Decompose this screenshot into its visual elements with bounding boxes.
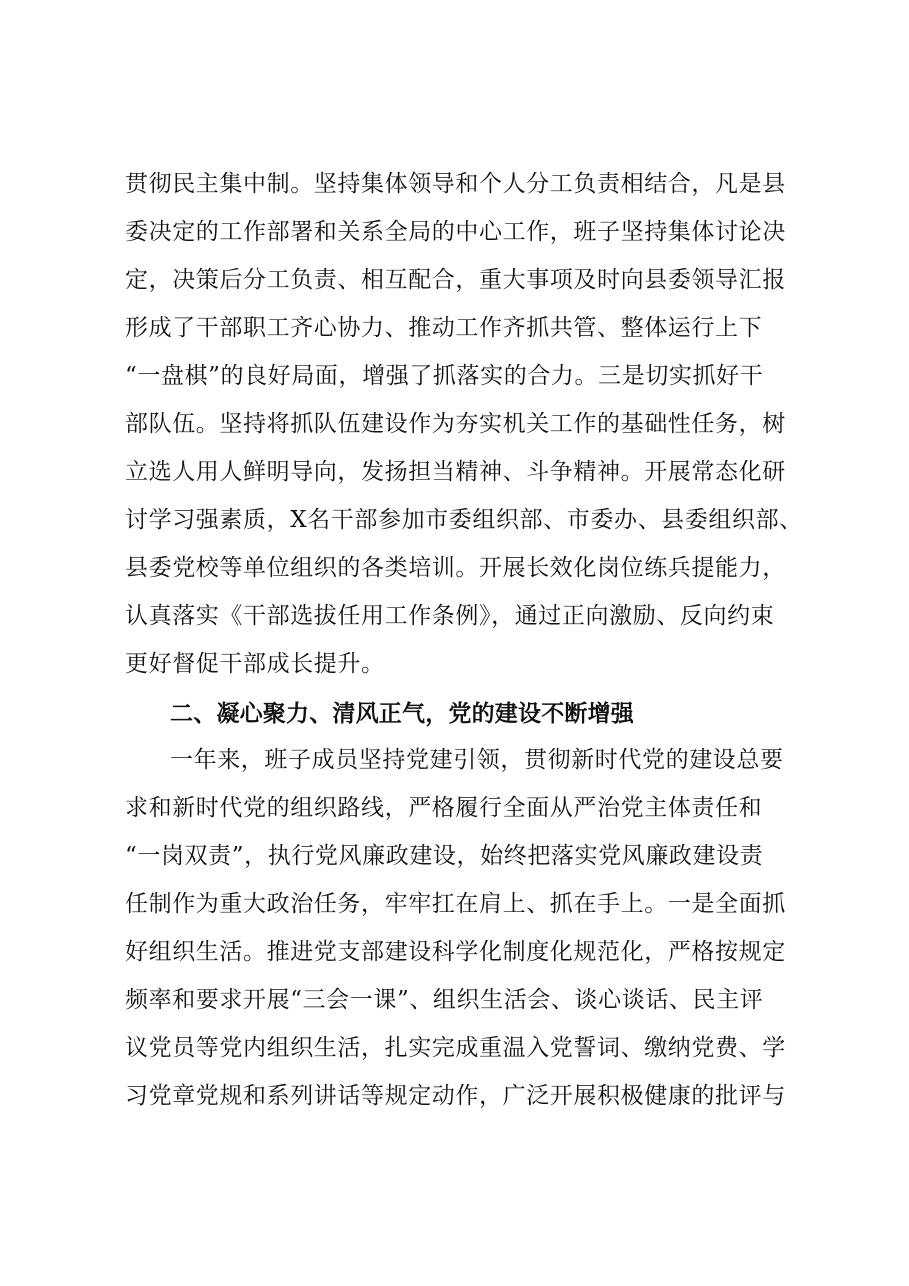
paragraph-line: 形成了干部职工齐心协力、推动工作齐抓共管、整体运行上下 xyxy=(125,315,763,341)
paragraph-line: “一盘棋”的良好局面，增强了抓落实的合力。三是切实抓好干 xyxy=(125,363,764,389)
paragraph-line: 议党员等党内组织生活，扎实完成重温入党誓词、缴纳党费、学 xyxy=(125,1035,786,1061)
paragraph-line: 县委党校等单位组织的各类培训。开展长效化岗位练兵提能力， xyxy=(125,555,786,581)
paragraph-line: 更好督促干部成长提升。 xyxy=(125,651,385,677)
section-heading: 二、凝心聚力、清风正气，党的建设不断增强 xyxy=(170,701,634,727)
paragraph-line: “一岗双责”，执行党风廉政建设，始终把落实党风廉政建设责 xyxy=(125,843,764,869)
paragraph-line: 习党章党规和系列讲话等规定动作，广泛开展积极健康的批评与 xyxy=(125,1083,786,1109)
paragraph-line: 定，决策后分工负责、相互配合，重大事项及时向县委领导汇报 xyxy=(125,267,786,293)
paragraph-line: 部队伍。坚持将抓队伍建设作为夯实机关工作的基础性任务，树 xyxy=(125,411,786,437)
paragraph-line: 贯彻民主集中制。坚持集体领导和个人分工负责相结合，凡是县 xyxy=(125,171,786,197)
paragraph-line: 求和新时代党的组织路线，严格履行全面从严治党主体责任和 xyxy=(125,795,763,821)
paragraph-line: 好组织生活。推进党支部建设科学化制度化规范化，严格按规定 xyxy=(125,939,786,965)
paragraph-line: 任制作为重大政治任务，牢牢扛在肩上、抓在手上。一是全面抓 xyxy=(125,891,786,917)
paragraph-line: 立选人用人鲜明导向，发扬担当精神、斗争精神。开展常态化研 xyxy=(125,459,786,485)
paragraph-line: 一年来，班子成员坚持党建引领，贯彻新时代党的建设总要 xyxy=(170,747,784,773)
paragraph-line: 讨学习强素质，X名干部参加市委组织部、市委办、县委组织部、 xyxy=(125,507,803,533)
paragraph-line: 频率和要求开展“三会一课”、组织生活会、谈心谈话、民主评 xyxy=(125,987,764,1013)
paragraph-line: 认真落实《干部选拔任用工作条例》，通过正向激励、反向约束 xyxy=(125,603,775,629)
paragraph-line: 委决定的工作部署和关系全局的中心工作，班子坚持集体讨论决 xyxy=(125,219,786,245)
